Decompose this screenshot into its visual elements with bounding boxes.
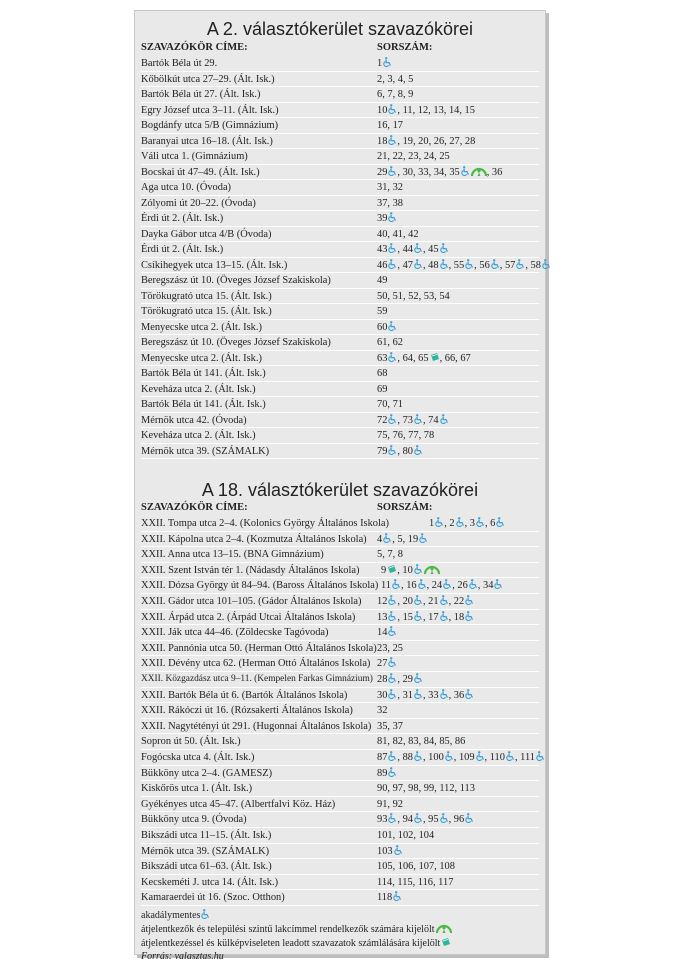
station-number: 14 [377, 627, 388, 639]
station-number: 93 [377, 814, 388, 826]
wheelchair-icon [201, 909, 210, 923]
station-number: , 109 [453, 752, 475, 763]
polling-station-numbers [377, 828, 434, 844]
station-number: 40, 41, 42 [377, 228, 419, 240]
polling-stations-card [134, 10, 546, 962]
legend-mail-label: átjelentkezéssel és külképviseleten leadott szavazatok számlálására kijelölt [141, 938, 441, 949]
polling-station-address: Törökugrató utca 15. (Ált. Isk.) [141, 306, 272, 317]
station-number: 32 [377, 705, 388, 717]
table-row [141, 149, 539, 165]
station-number: 91, 92 [377, 798, 403, 810]
wheelchair-icon [542, 259, 551, 275]
table-row [141, 641, 539, 657]
station-number: , 18 [448, 611, 465, 623]
polling-station-numbers [377, 118, 403, 134]
station-number: 9 [381, 564, 387, 576]
legend-accessible [141, 909, 452, 923]
station-number: 89 [377, 767, 388, 779]
station-number: , 5, 19 [392, 533, 419, 545]
station-number: 6, 7, 8, 9 [377, 89, 414, 100]
station-number: 27 [377, 658, 388, 670]
station-number: , 88 [397, 752, 413, 763]
table-row [141, 134, 539, 150]
station-number: , 15 [397, 611, 413, 623]
polling-station-address: Mérnök utca 39. (SZÁMALK) [141, 445, 270, 457]
station-number: 29 [377, 166, 388, 178]
table-row [141, 413, 539, 429]
polling-station-address: Egry József utca 3–11. (Ált. Isk.) [141, 104, 279, 116]
polling-station-numbers [377, 304, 387, 320]
station-number: , 55 [448, 259, 465, 271]
table-row [141, 397, 539, 413]
table-row [141, 875, 539, 891]
station-number: 63 [377, 352, 388, 364]
station-number: , 95 [422, 814, 439, 826]
station-number: 31, 32 [377, 182, 403, 193]
polling-station-address: Baranyai utca 16–18. (Ált. Isk.) [141, 135, 273, 147]
station-number: 5, 7, 8 [377, 549, 403, 561]
section-18-address-header: SZAVAZÓKÖR CÍME: [141, 502, 248, 513]
station-number: , 80 [397, 445, 413, 457]
station-number: , 21 [422, 596, 439, 607]
section-2-numbers-header: SORSZÁM: [377, 42, 433, 53]
polling-station-numbers [377, 428, 434, 444]
polling-station-address: XXII. Pannónia utca 50. (Herman Ottó Általános Iskola) [141, 642, 377, 654]
table-row [141, 180, 539, 196]
polling-station-address: Zólyomi út 20–22. (Óvoda) [141, 197, 256, 209]
table-row [141, 165, 539, 181]
table-row [141, 750, 539, 766]
polling-station-address: XXII. Tompa utca 2–4. (Kolonics György Általános Iskola) [141, 518, 389, 529]
table-row [141, 672, 539, 688]
station-number: , 26 [452, 580, 468, 592]
table-row [141, 797, 539, 813]
polling-station-address: Bogdánfy utca 5/B (Gimnázium) [141, 120, 279, 131]
station-number: , 10 [397, 564, 413, 576]
table-row [141, 196, 539, 212]
station-number: 81, 82, 83, 84, 85, 86 [377, 736, 466, 748]
polling-station-numbers [377, 781, 475, 797]
polling-station-numbers [377, 366, 387, 382]
table-row [141, 87, 539, 103]
table-row [141, 563, 539, 579]
station-number: 60 [377, 321, 388, 333]
polling-station-numbers [377, 87, 413, 103]
polling-station-numbers [377, 72, 413, 88]
polling-station-address: Bartók Béla út 141. (Ált. Isk.) [141, 399, 266, 410]
polling-station-numbers [377, 335, 403, 351]
station-number: , 19, 20, 26, 27, 28 [397, 135, 476, 147]
polling-station-address: Bartók Béla út 141. (Ált. Isk.) [141, 368, 266, 379]
station-number: , 16 [401, 580, 417, 592]
table-row [141, 382, 539, 398]
station-number: 90, 97, 98, 99, 112, 113 [377, 783, 475, 795]
station-number: 10 [377, 104, 388, 116]
legend-accessible-label: akadálymentes [141, 910, 201, 921]
polling-station-numbers [377, 273, 387, 289]
station-number: 1 [429, 518, 435, 529]
polling-station-address: Kamaraerdei út 16. (Szoc. Otthon) [141, 892, 285, 904]
legend-mail [141, 937, 452, 951]
table-row [141, 594, 539, 610]
station-number: 2, 3, 4, 5 [377, 73, 414, 85]
station-number: , 17 [422, 611, 439, 623]
polling-station-address: Érdi út 2. (Ált. Isk.) [141, 213, 224, 224]
station-number: 21, 22, 23, 24, 25 [377, 151, 450, 162]
station-number: , 36 [448, 689, 465, 701]
station-number: , 73 [397, 414, 413, 426]
polling-station-numbers [377, 859, 455, 875]
table-row [141, 844, 539, 860]
table-row [141, 547, 539, 563]
station-number: , 56 [474, 259, 490, 271]
station-number: , 22 [448, 596, 465, 607]
polling-station-numbers [377, 227, 419, 243]
station-number: 79 [377, 445, 388, 457]
station-number: 87 [377, 752, 388, 763]
table-row [141, 532, 539, 548]
polling-station-address: XXII. Dévény utca 62. (Herman Ottó Általános Iskola) [141, 658, 371, 670]
polling-station-numbers [377, 547, 403, 563]
station-number: 101, 102, 104 [377, 830, 435, 841]
table-row [141, 890, 539, 906]
station-number: , 74 [422, 414, 439, 426]
station-number: 50, 51, 52, 53, 54 [377, 290, 450, 302]
polling-station-address: XXII. Dózsa György út 84–94. (Baross Általános Iskola) [141, 580, 379, 592]
station-number: 114, 115, 116, 117 [377, 876, 454, 888]
station-number: , 48 [422, 259, 439, 271]
station-number: 59 [377, 306, 388, 317]
table-row [141, 227, 539, 243]
legend [141, 909, 452, 963]
polling-station-address: Beregszász út 10. (Öveges József Szakiskola) [141, 275, 331, 286]
polling-station-address: XXII. Rákóczi út 16. (Rózsakerti Általános Iskola) [141, 705, 353, 717]
station-number: , 64, 65 [397, 352, 429, 364]
station-number: 39 [377, 213, 388, 224]
table-row [141, 688, 539, 704]
polling-station-numbers [377, 382, 387, 398]
polling-station-address: Keveháza utca 2. (Ált. Isk.) [141, 383, 256, 395]
polling-station-address: Bükköny utca 2–4. (GAMESZ) [141, 767, 273, 779]
station-number: , 111 [514, 752, 535, 763]
polling-station-numbers [377, 797, 403, 813]
source-note: Forrás: valasztas.hu [141, 951, 224, 962]
polling-station-address: Keveháza utca 2. (Ált. Isk.) [141, 430, 256, 441]
table-row [141, 366, 539, 382]
polling-station-address: Bükköny utca 9. (Óvoda) [141, 814, 247, 826]
station-number: , 110 [484, 752, 505, 763]
polling-station-numbers [377, 180, 403, 196]
row-divider [141, 458, 539, 459]
polling-station-address: Gyékényes utca 45–47. (Albertfalvi Köz. Ház) [141, 798, 336, 810]
station-number: , 36 [486, 166, 503, 178]
polling-station-address: Dayka Gábor utca 4/B (Óvoda) [141, 228, 272, 240]
polling-station-address: Menyecske utca 2. (Ált. Isk.) [141, 352, 262, 364]
section-18-title: A 18. választókerület szavazókörei [201, 480, 479, 500]
table-row [141, 828, 539, 844]
polling-station-numbers [377, 196, 403, 212]
station-number: , 30, 33, 34, 35 [397, 166, 460, 178]
station-number: 11 [381, 580, 392, 592]
table-row [141, 273, 539, 289]
table-row [141, 320, 539, 336]
table-row [141, 610, 539, 626]
station-number: 13 [377, 611, 388, 623]
special-booth-icon [436, 923, 452, 937]
station-number: , 11, 12, 13, 14, 15 [397, 104, 475, 116]
station-number: , 33 [422, 689, 439, 701]
legend-special [141, 923, 452, 937]
table-row [141, 72, 539, 88]
polling-station-address: Törökugrató utca 15. (Ált. Isk.) [141, 290, 272, 302]
polling-station-address: XXII. Anna utca 13–15. (BNA Gimnázium) [141, 549, 324, 561]
station-number: 105, 106, 107, 108 [377, 861, 455, 873]
station-number: , 94 [397, 814, 413, 826]
station-number: , 29 [397, 674, 413, 685]
station-number: 37, 38 [377, 197, 403, 209]
table-row [141, 625, 539, 641]
station-number: , 2 [444, 518, 455, 529]
table-row [141, 211, 539, 227]
polling-station-address: Kiskőrös utca 1. (Ált. Isk.) [141, 783, 253, 795]
table-row [141, 289, 539, 305]
station-number: 35, 37 [377, 720, 403, 732]
polling-station-numbers [377, 149, 450, 165]
legend-special-label: átjelentkezők és települési szintű lakcímmel rendelkezők számára kijelölt [141, 924, 435, 935]
polling-station-address: Érdi út 2. (Ált. Isk.) [141, 244, 224, 255]
polling-station-address: Beregszász út 10. (Öveges József Szakiskola) [141, 337, 331, 348]
table-row [141, 258, 539, 274]
station-number: 70, 71 [377, 399, 403, 410]
table-row [141, 859, 539, 875]
station-number: 4 [377, 533, 383, 545]
station-number: 30 [377, 689, 388, 701]
polling-station-numbers [377, 875, 453, 891]
polling-station-address: Mérnök utca 42. (Óvoda) [141, 414, 247, 426]
ballot-envelope-icon [441, 937, 451, 951]
polling-station-numbers [377, 719, 403, 735]
table-row [141, 444, 539, 460]
table-row [141, 335, 539, 351]
polling-station-address: XXII. Gádor utca 101–105. (Gádor Általános Iskola) [141, 596, 362, 607]
station-number: 28 [377, 674, 388, 685]
station-number: , 57 [499, 259, 516, 271]
table-row [141, 812, 539, 828]
polling-station-numbers [377, 289, 450, 305]
station-number: 75, 76, 77, 78 [377, 430, 435, 441]
polling-station-address: Menyecske utca 2. (Ált. Isk.) [141, 321, 262, 333]
station-number: , 47 [397, 259, 413, 271]
station-number: 23, 25 [377, 642, 403, 654]
polling-station-numbers [377, 703, 387, 719]
station-number: 68 [377, 368, 388, 379]
station-number: 72 [377, 414, 388, 426]
table-row [141, 428, 539, 444]
polling-station-address: Bartók Béla út 27. (Ált. Isk.) [141, 89, 261, 100]
polling-station-address: Sopron út 50. (Ált. Isk.) [141, 736, 241, 748]
polling-station-address: Kecskeméti J. utca 14. (Ált. Isk.) [141, 876, 279, 888]
table-row [141, 578, 539, 594]
station-number: 118 [377, 892, 393, 904]
polling-station-address: Kőbölkút utca 27–29. (Ált. Isk.) [141, 73, 275, 85]
polling-station-address: XXII. Közgazdász utca 9–11. (Kempelen Farkas Gimnázium) [141, 674, 373, 684]
polling-station-address: Mérnök utca 39. (SZÁMALK) [141, 845, 270, 857]
station-number: , 66, 67 [439, 352, 471, 364]
station-number: , 34 [477, 580, 494, 592]
table-row [141, 766, 539, 782]
table-row [141, 719, 539, 735]
station-number: 69 [377, 383, 388, 395]
station-number: 46 [377, 259, 388, 271]
table-row [141, 118, 539, 134]
table-row [141, 103, 539, 119]
station-number: , 96 [448, 814, 465, 826]
station-number: 49 [377, 275, 388, 286]
table-row [141, 516, 539, 532]
polling-station-address: Fogócska utca 4. (Ált. Isk.) [141, 752, 255, 763]
polling-station-numbers [377, 734, 465, 750]
station-number: 18 [377, 135, 388, 147]
table-row [141, 656, 539, 672]
section-18-numbers-header: SORSZÁM: [377, 502, 433, 513]
table-row [141, 781, 539, 797]
table-row [141, 304, 539, 320]
station-number: , 6 [484, 518, 496, 529]
station-number: 61, 62 [377, 337, 403, 348]
section-2-title: A 2. választókerület szavazókörei [206, 19, 474, 39]
section-2-address-header: SZAVAZÓKÖR CÍME: [141, 42, 248, 53]
station-number: , 45 [422, 244, 439, 255]
polling-station-address: XXII. Nagytétényi út 291. (Hugonnai Általános Iskola) [141, 720, 372, 732]
row-divider [141, 905, 539, 906]
polling-station-address: XXII. Bartók Béla út 6. (Bartók Általános Iskola) [141, 689, 348, 701]
station-number: , 58 [525, 259, 541, 271]
polling-station-address: Bikszádi utca 61–63. (Ált. Isk.) [141, 861, 272, 873]
polling-station-address: Bocskai út 47–49. (Ált. Isk.) [141, 166, 260, 178]
polling-station-address: Bikszádi utca 11–15. (Ált. Isk.) [141, 830, 272, 841]
polling-station-address: Aga utca 10. (Óvoda) [141, 182, 232, 193]
table-row [141, 703, 539, 719]
table-row [141, 351, 539, 367]
station-number: , 44 [397, 244, 413, 255]
station-number: 12 [377, 596, 388, 607]
station-number: , 31 [397, 689, 413, 701]
polling-station-numbers [377, 397, 403, 413]
polling-station-address: XXII. Kápolna utca 2–4. (Kozmutza Általános Iskola) [141, 533, 367, 545]
station-number: 43 [377, 244, 388, 255]
polling-station-address: XXII. Szent István tér 1. (Nádasdy Általános Iskola) [141, 564, 360, 576]
station-number: , 20 [397, 596, 413, 607]
station-number: 16, 17 [377, 120, 403, 131]
polling-station-address: Csíkihegyek utca 13–15. (Ált. Isk.) [141, 259, 288, 271]
station-number: 103 [377, 845, 393, 857]
station-number: , 100 [422, 752, 444, 763]
polling-station-address: Váli utca 1. (Gimnázium) [141, 151, 248, 162]
station-number: , 3 [464, 518, 475, 529]
station-number: 1 [377, 58, 383, 69]
table-row [141, 242, 539, 258]
polling-station-address: XXII. Ják utca 44–46. (Zöldecske Tagóvoda) [141, 627, 329, 639]
table-row [141, 734, 539, 750]
polling-station-address: XXII. Árpád utca 2. (Árpád Utcai Általános Iskola) [141, 611, 356, 623]
polling-station-numbers [377, 641, 403, 657]
station-number: , 24 [426, 580, 443, 592]
polling-station-address: Bartók Béla út 29. [141, 58, 218, 69]
table-row [141, 56, 539, 72]
